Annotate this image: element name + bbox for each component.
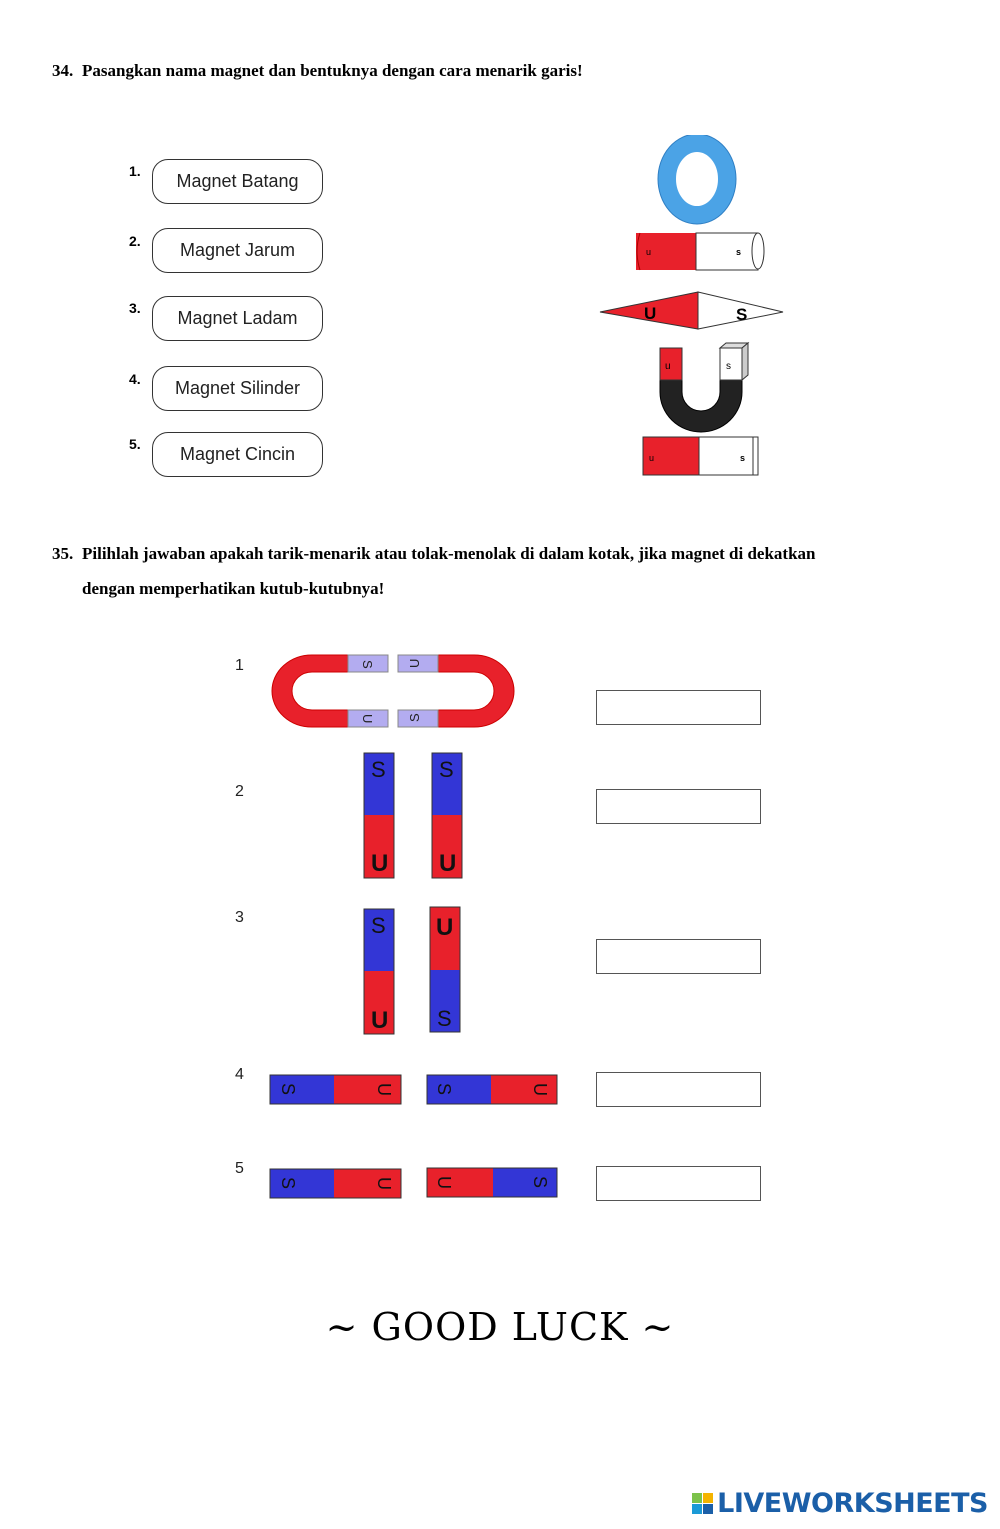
liveworksheets-brand[interactable] <box>692 1488 988 1519</box>
row5-right-pole-a: U <box>434 1176 454 1189</box>
item-number-4: 4. <box>129 371 141 387</box>
label-magnet-jarum[interactable]: Magnet Jarum <box>152 228 323 273</box>
row3-right-bottom-pole: S <box>437 1006 452 1031</box>
item-number-1: 1. <box>129 163 141 179</box>
good-luck-text: ~ GOOD LUCK ~ <box>325 1305 675 1349</box>
question-34-text: Pasangkan nama magnet dan bentuknya dengan cara menarik garis! <box>82 61 583 80</box>
label-magnet-silinder[interactable]: Magnet Silinder <box>152 366 323 411</box>
bar-pole-u: u <box>649 453 655 463</box>
question-35-line2: dengan memperhatikan kutub-kutubnya! <box>82 579 385 598</box>
row5-bar-magnets <box>270 1168 557 1198</box>
row4-bar-magnets <box>270 1075 557 1104</box>
horseshoe-pole-s: s <box>726 361 731 372</box>
label-magnet-batang[interactable]: Magnet Batang <box>152 159 323 204</box>
answer-box-1[interactable] <box>596 690 761 725</box>
row4-left-pole-a: S <box>278 1083 298 1096</box>
row4-left-pole-b: U <box>374 1083 394 1096</box>
question-34-title <box>52 53 952 88</box>
question-34-number: 34. <box>52 61 74 80</box>
row5-left-pole-a: S <box>278 1177 298 1190</box>
label-magnet-ladam[interactable]: Magnet Ladam <box>152 296 323 341</box>
brand-name: LIVEWORKSHEETS <box>717 1488 988 1519</box>
row2-bar-magnets <box>364 753 462 878</box>
row-number-5: 5 <box>235 1160 244 1177</box>
row1-left-bottom-pole: U <box>360 714 375 724</box>
row-number-3: 3 <box>235 909 244 926</box>
row3-left-bottom-pole: U <box>371 1007 389 1034</box>
question-35-number: 35. <box>52 544 74 563</box>
row3-left-top-pole: S <box>371 913 386 938</box>
bar-magnet-image[interactable] <box>643 437 758 475</box>
cylinder-pole-u: u <box>646 247 652 257</box>
ring-magnet-image[interactable] <box>658 135 736 224</box>
row1-horseshoe-magnets <box>272 655 514 727</box>
item-number-3: 3. <box>129 300 141 316</box>
row2-right-bottom-pole: U <box>439 850 457 877</box>
row1-right-top-pole: U <box>407 658 422 668</box>
row1-left-top-pole: S <box>360 660 375 669</box>
cylinder-pole-s: s <box>736 247 742 257</box>
horseshoe-pole-u: u <box>665 361 671 372</box>
magnet-shapes <box>590 135 790 490</box>
row-number-4: 4 <box>235 1066 244 1083</box>
item-number-5: 5. <box>129 436 141 452</box>
row2-left-top-pole: S <box>371 757 386 782</box>
row4-right-pole-a: S <box>434 1083 454 1096</box>
answer-box-3[interactable] <box>596 939 761 974</box>
row-number-1: 1 <box>235 657 244 674</box>
row-number-2: 2 <box>235 783 244 800</box>
bar-pole-s: s <box>740 453 746 463</box>
cylinder-magnet-image[interactable] <box>636 233 764 270</box>
question-35-title <box>52 536 942 606</box>
question-35-line1 <box>52 536 942 571</box>
answer-box-4[interactable] <box>596 1072 761 1107</box>
question-35-text: Pilihlah jawaban apakah tarik-menarik atau tolak-menolak di dalam kotak, jika magnet di dekatkan <box>82 544 816 563</box>
item-number-2: 2. <box>129 233 141 249</box>
row3-right-top-pole: U <box>436 914 454 941</box>
answer-box-5[interactable] <box>596 1166 761 1201</box>
label-magnet-cincin[interactable]: Magnet Cincin <box>152 432 323 477</box>
row5-left-pole-b: U <box>374 1177 394 1190</box>
q35-magnets <box>260 645 570 1205</box>
needle-magnet-image[interactable] <box>600 292 783 329</box>
row2-left-bottom-pole: U <box>371 850 389 877</box>
liveworksheets-logo-icon <box>692 1493 713 1514</box>
needle-pole-u: U <box>644 304 657 323</box>
answer-box-2[interactable] <box>596 789 761 824</box>
needle-pole-s: S <box>736 305 748 324</box>
row3-bar-magnets <box>364 907 460 1034</box>
row5-right-pole-b: S <box>530 1176 550 1189</box>
row1-right-bottom-pole: S <box>407 713 422 722</box>
row4-right-pole-b: U <box>530 1083 550 1096</box>
row2-right-top-pole: S <box>439 757 454 782</box>
horseshoe-magnet-image[interactable] <box>660 343 748 432</box>
